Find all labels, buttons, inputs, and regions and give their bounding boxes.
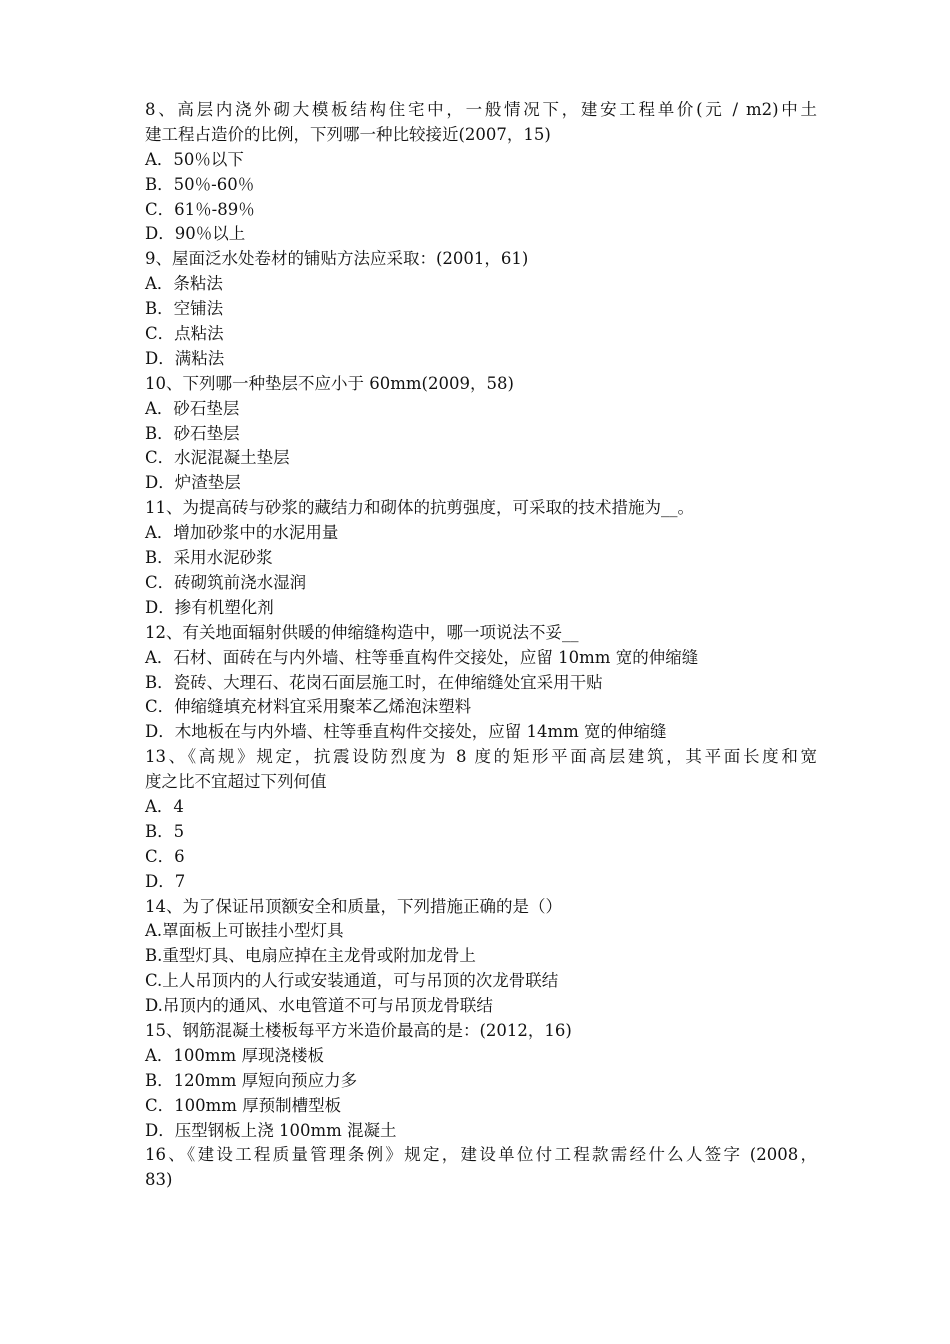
answer-option: A．砂石垫层 xyxy=(145,398,240,418)
question-stem-line: 15、钢筋混凝土楼板每平方米造价最高的是：(2012，16) xyxy=(145,1020,572,1040)
answer-option: B．5 xyxy=(145,821,185,841)
question-block xyxy=(145,1019,817,1143)
question-block xyxy=(145,895,817,1019)
answer-option: D.吊顶内的通风、水电管道不可与吊顶龙骨联结 xyxy=(145,996,493,1016)
question-block xyxy=(145,247,817,371)
question-block xyxy=(145,1143,817,1193)
answer-option: B.重型灯具、电扇应掉在主龙骨或附加龙骨上 xyxy=(145,946,476,966)
answer-option: C．伸缩缝填充材料宜采用聚苯乙烯泡沫塑料 xyxy=(145,697,472,717)
answer-option: A．增加砂浆中的水泥用量 xyxy=(145,523,339,543)
question-block xyxy=(145,98,817,247)
answer-option: D．7 xyxy=(145,871,186,891)
answer-option: C．61％-89％ xyxy=(145,199,255,219)
question-stem-line: 11、为提高砖与砂浆的藏结力和砌体的抗剪强度，可采取的技术措施为__。 xyxy=(145,498,694,518)
answer-option: B．空铺法 xyxy=(145,299,224,319)
answer-option: D．压型钢板上浇 100mm 混凝土 xyxy=(145,1120,397,1140)
answer-option: A．100mm 厚现浇楼板 xyxy=(145,1045,324,1065)
question-block xyxy=(145,496,817,620)
question-stem-line: 83) xyxy=(145,1170,173,1190)
answer-option: C．水泥混凝土垫层 xyxy=(145,448,290,468)
answer-option: A.罩面板上可嵌挂小型灯具 xyxy=(145,921,344,941)
question-stem-line: 9、屋面泛水处卷材的铺贴方法应采取：(2001，61) xyxy=(145,249,529,269)
answer-option: A．条粘法 xyxy=(145,274,223,294)
question-stem-line: 度之比不宜超过下列何值 xyxy=(145,772,327,792)
question-stem-line: 8、高层内浇外砌大模板结构住宅中，一般情况下，建安工程单价(元 / m2)中土 xyxy=(145,100,817,119)
answer-option: D．木地板在与内外墙、柱等垂直构件交接处，应留 14mm 宽的伸缩缝 xyxy=(145,722,667,742)
answer-option: C．点粘法 xyxy=(145,324,224,344)
answer-option: C.上人吊顶内的人行或安装通道，可与吊顶的次龙骨联结 xyxy=(145,971,559,991)
answer-option: A．4 xyxy=(145,796,184,816)
question-stem-line: 14、为了保证吊顶额安全和质量，下列措施正确的是（） xyxy=(145,896,562,916)
question-stem-line: 16、《建设工程质量管理条例》规定，建设单位付工程款需经什么人签字 (2008， xyxy=(145,1145,817,1165)
answer-option: D．90％以上 xyxy=(145,224,246,244)
answer-option: C．6 xyxy=(145,846,185,866)
question-stem-line: 10、下列哪一种垫层不应小于 60mm(2009，58) xyxy=(145,373,514,393)
answer-option: D．满粘法 xyxy=(145,348,225,368)
answer-option: A．石材、面砖在与内外墙、柱等垂直构件交接处，应留 10mm 宽的伸缩缝 xyxy=(145,647,699,667)
answer-option: D．炉渣垫层 xyxy=(145,473,241,493)
answer-option: B．50％-60％ xyxy=(145,174,255,194)
answer-option: B．采用水泥砂浆 xyxy=(145,548,273,568)
answer-option: B．砂石垫层 xyxy=(145,423,240,443)
answer-option: B．120mm 厚短向预应力多 xyxy=(145,1070,358,1090)
answer-option: B．瓷砖、大理石、花岗石面层施工时，在伸缩缝处宜采用干贴 xyxy=(145,672,603,692)
question-list xyxy=(145,98,817,1193)
question-stem-line: 12、有关地面辐射供暖的伸缩缝构造中，哪一项说法不妥__ xyxy=(145,622,579,642)
question-block xyxy=(145,372,817,496)
answer-option: D．掺有机塑化剂 xyxy=(145,597,274,617)
question-stem-line: 13、《高规》规定，抗震设防烈度为 8 度的矩形平面高层建筑，其平面长度和宽 xyxy=(145,747,817,767)
answer-option: C．100mm 厚预制槽型板 xyxy=(145,1095,342,1115)
answer-option: A．50％以下 xyxy=(145,149,244,169)
question-block xyxy=(145,621,817,745)
question-block xyxy=(145,745,817,894)
answer-option: C．砖砌筑前浇水湿润 xyxy=(145,572,307,592)
question-stem-line: 建工程占造价的比例，下列哪一种比较接近(2007，15) xyxy=(145,124,551,144)
